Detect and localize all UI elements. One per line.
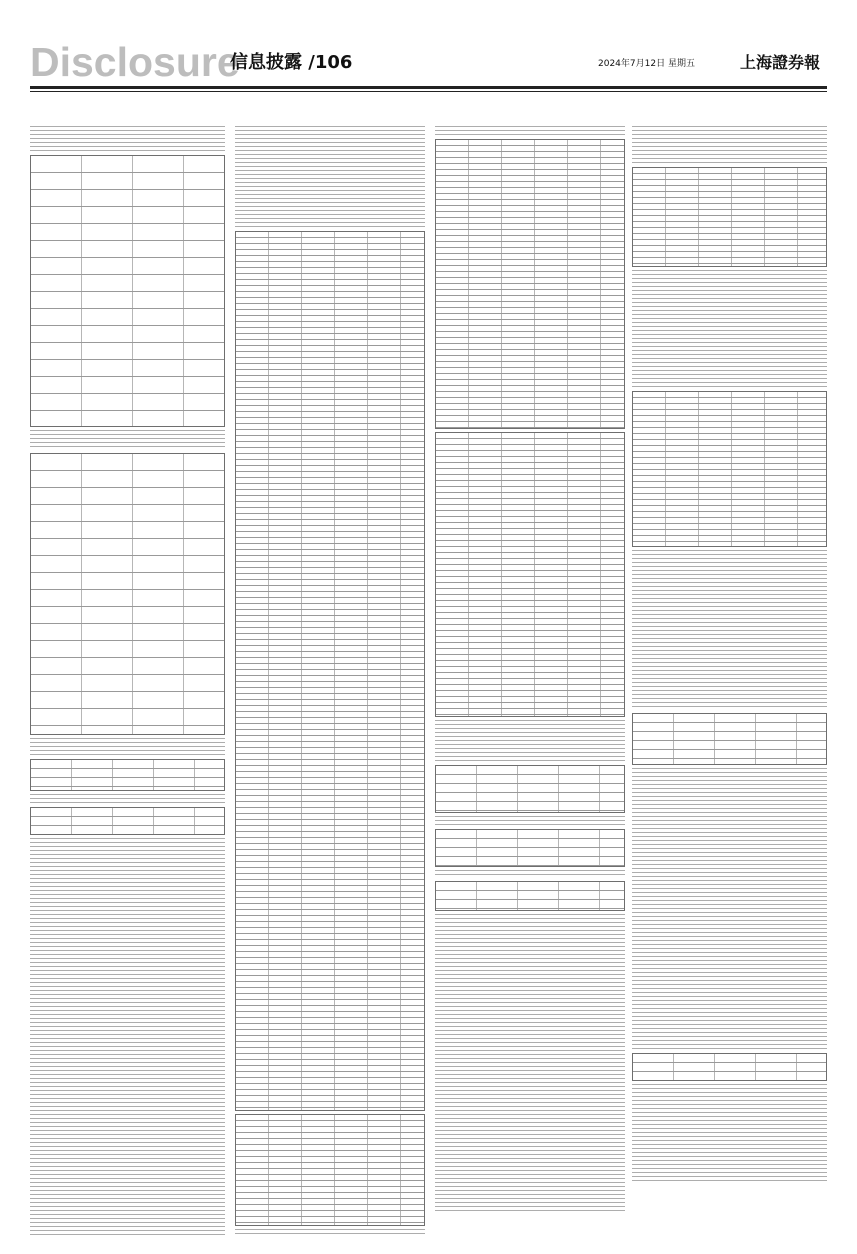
data-table <box>632 713 827 765</box>
text-block <box>30 794 225 804</box>
data-table <box>435 432 625 717</box>
column-1 <box>30 126 225 1238</box>
text-block <box>632 126 827 164</box>
data-table <box>435 829 625 867</box>
text-block <box>632 768 827 1050</box>
masthead <box>0 0 857 112</box>
data-table <box>435 765 625 813</box>
text-block <box>435 720 625 762</box>
data-table <box>30 453 225 735</box>
column-4 <box>632 126 827 1238</box>
disclosure-brand <box>30 40 240 84</box>
text-block <box>235 1229 425 1237</box>
text-block <box>30 838 225 1238</box>
data-table <box>30 155 225 427</box>
data-table <box>435 881 625 911</box>
data-table <box>632 1053 827 1081</box>
text-block <box>30 738 225 756</box>
text-block <box>632 270 827 388</box>
text-block <box>435 914 625 1214</box>
data-table <box>235 231 425 1111</box>
data-table <box>435 139 625 429</box>
issue-date: 2024年7月12日 星期五 <box>598 59 695 69</box>
newspaper-name: 上海證券報 <box>740 53 821 72</box>
text-block <box>632 1084 827 1184</box>
data-table <box>632 167 827 267</box>
section-title: 信息披露 /106 <box>230 52 353 73</box>
column-2 <box>235 126 425 1238</box>
header-rule <box>30 86 827 89</box>
data-table <box>30 759 225 791</box>
column-3 <box>435 126 625 1238</box>
text-block <box>235 126 425 228</box>
text-block <box>435 126 625 136</box>
text-block <box>435 870 625 878</box>
brand-word: Disclosure <box>30 39 240 85</box>
data-table <box>235 1114 425 1226</box>
text-block <box>30 126 225 152</box>
text-block <box>435 816 625 826</box>
text-block <box>30 430 225 450</box>
data-table <box>632 391 827 547</box>
text-block <box>632 550 827 710</box>
header-rule-thin <box>30 91 827 92</box>
data-table <box>30 807 225 835</box>
